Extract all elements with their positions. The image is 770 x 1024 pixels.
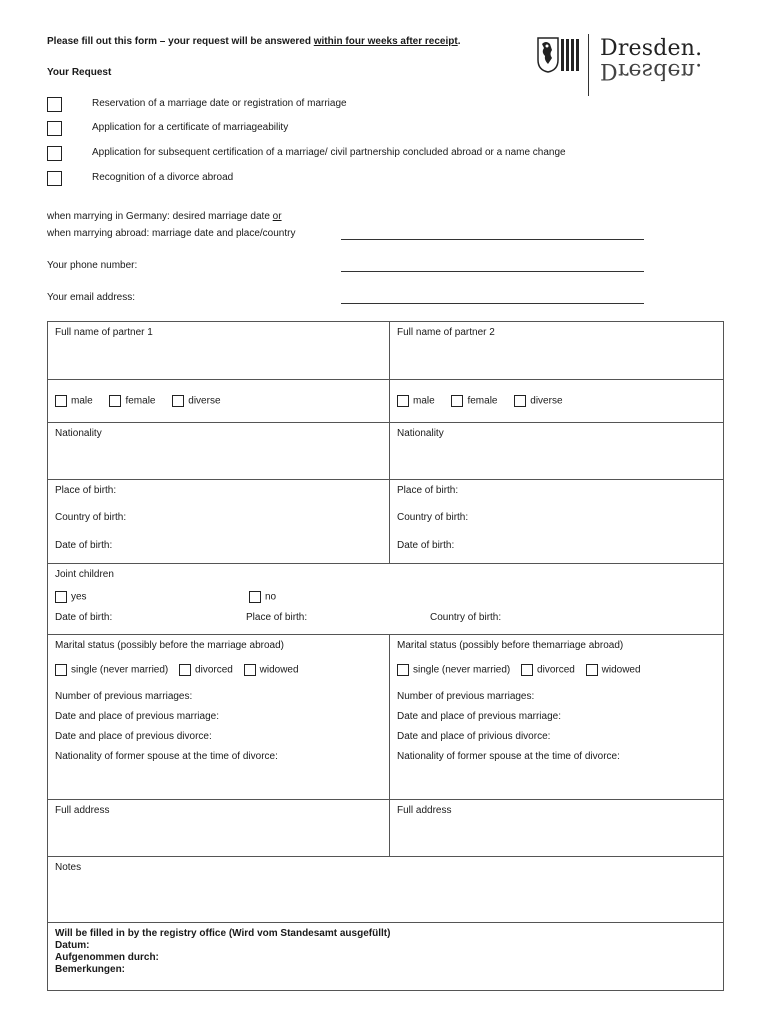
gender-diverse-label: diverse <box>188 395 221 407</box>
dresden-logo <box>536 34 703 96</box>
partner2-birth-cell[interactable] <box>390 480 724 564</box>
widowed-label: widowed <box>259 664 299 676</box>
intro-text-end: . <box>457 36 461 47</box>
logo-wordmark: Dresden. <box>600 36 703 61</box>
country-of-birth-label: Country of birth: <box>55 512 127 523</box>
joint-children-cell <box>48 564 724 635</box>
or-text: or <box>272 211 282 222</box>
children-no-checkbox[interactable] <box>249 591 261 603</box>
coat-of-arms-icon <box>536 36 584 74</box>
divorced-label: divorced <box>195 664 233 676</box>
registry-office-cell <box>48 923 724 991</box>
partner1-nationality-cell[interactable] <box>48 423 390 480</box>
request-checkbox-subsequent-certification[interactable] <box>47 146 62 161</box>
place-of-birth-label: Place of birth: <box>397 485 459 496</box>
prev-marriages-label: Number of previous marriages: <box>55 691 193 702</box>
request-checkbox-marriageability[interactable] <box>47 121 62 136</box>
nationality-label: Nationality <box>397 428 444 439</box>
children-no-label: no <box>265 591 277 603</box>
intro-text <box>47 36 460 47</box>
partner-details-table <box>47 321 724 991</box>
phone-label: Your phone number: <box>47 260 138 271</box>
divorced-label: divorced <box>537 664 575 676</box>
date-of-birth-label: Date of birth: <box>397 540 455 551</box>
children-yes-checkbox[interactable] <box>55 591 67 603</box>
marital-status-label: Marital status (possibly before the marriage abroad) <box>55 640 284 651</box>
email-field[interactable] <box>341 303 644 304</box>
marital-status-label: Marital status (possibly before themarriage abroad) <box>397 640 624 651</box>
prev-marriage-date-label: Date and place of previous marriage: <box>397 711 561 722</box>
country-of-birth-label: Country of birth: <box>397 512 469 523</box>
partner1-divorced-checkbox[interactable] <box>179 664 191 676</box>
intro-text-main: Please fill out this form – your request will be answered <box>47 36 314 47</box>
partner1-name-cell[interactable] <box>48 322 390 380</box>
children-cob-label: Country of birth: <box>430 612 502 623</box>
children-yes-label: yes <box>71 591 87 603</box>
nationality-label: Nationality <box>55 428 102 439</box>
partner2-divorced-checkbox[interactable] <box>521 664 533 676</box>
partner2-address-cell[interactable] <box>390 800 724 857</box>
children-pob-label: Place of birth: <box>246 612 308 623</box>
request-option-subsequent-certification <box>47 145 566 161</box>
prev-divorce-label: Date and place of privious divorce: <box>397 731 551 742</box>
email-label: Your email address: <box>47 292 136 303</box>
marriage-date-label-germany <box>47 211 282 222</box>
place-of-birth-label: Place of birth: <box>55 485 117 496</box>
gender-male-label: male <box>413 395 435 407</box>
bemerkungen-label: Bemerkungen: <box>55 964 126 975</box>
logo-wordmark-reflection: Dresden. <box>600 58 703 83</box>
prev-marriage-date-label: Date and place of previous marriage: <box>55 711 219 722</box>
request-heading: Your Request <box>47 67 112 78</box>
notes-label: Notes <box>55 862 82 873</box>
marriage-date-field[interactable] <box>341 239 644 240</box>
partner1-gender-cell <box>48 380 390 423</box>
partner1-single-checkbox[interactable] <box>55 664 67 676</box>
request-option-label: Application for a certificate of marriageability <box>92 122 289 133</box>
partner2-female-checkbox[interactable] <box>451 395 463 407</box>
widowed-label: widowed <box>601 664 641 676</box>
gender-male-label: male <box>71 395 93 407</box>
former-spouse-label: Nationality of former spouse at the time of divorce: <box>55 751 278 762</box>
single-label: single (never married) <box>413 664 511 676</box>
partner1-address-cell[interactable] <box>48 800 390 857</box>
partner2-single-checkbox[interactable] <box>397 664 409 676</box>
marriage-date-germany-text: when marrying in Germany: desired marriage date <box>47 211 273 222</box>
partner2-marital-cell <box>390 635 724 800</box>
request-option-marriageability <box>47 120 289 136</box>
request-option-label: Reservation of a marriage date or registration of marriage <box>92 98 347 109</box>
joint-children-label: Joint children <box>55 569 114 580</box>
partner2-name-cell[interactable] <box>390 322 724 380</box>
partner1-name-label: Full name of partner 1 <box>55 327 153 338</box>
request-option-reservation <box>47 96 347 112</box>
partner1-male-checkbox[interactable] <box>55 395 67 407</box>
single-label: single (never married) <box>71 664 169 676</box>
full-address-label: Full address <box>55 805 110 816</box>
prev-divorce-label: Date and place of previous divorce: <box>55 731 212 742</box>
aufgenommen-label: Aufgenommen durch: <box>55 952 159 963</box>
intro-text-deadline: within four weeks after receipt <box>313 36 458 47</box>
registry-office-heading: Will be filled in by the registry office (Wird vom Standesamt ausgefüllt) <box>55 928 391 939</box>
phone-field[interactable] <box>341 271 644 272</box>
gender-female-label: female <box>125 395 156 407</box>
gender-diverse-label: diverse <box>530 395 563 407</box>
partner1-diverse-checkbox[interactable] <box>172 395 184 407</box>
children-dob-label: Date of birth: <box>55 612 113 623</box>
partner1-birth-cell[interactable] <box>48 480 390 564</box>
notes-cell[interactable] <box>48 857 724 923</box>
partner2-gender-cell <box>390 380 724 423</box>
logo-divider <box>588 34 589 96</box>
partner2-male-checkbox[interactable] <box>397 395 409 407</box>
datum-label: Datum: <box>55 940 90 951</box>
full-address-label: Full address <box>397 805 452 816</box>
partner2-diverse-checkbox[interactable] <box>514 395 526 407</box>
partner2-nationality-cell[interactable] <box>390 423 724 480</box>
partner2-name-label: Full name of partner 2 <box>397 327 495 338</box>
request-checkbox-divorce-recognition[interactable] <box>47 171 62 186</box>
request-option-divorce-recognition <box>47 170 234 186</box>
gender-female-label: female <box>467 395 498 407</box>
date-of-birth-label: Date of birth: <box>55 540 113 551</box>
request-option-label: Recognition of a divorce abroad <box>92 172 234 183</box>
partner2-widowed-checkbox[interactable] <box>586 664 598 676</box>
request-option-label: Application for subsequent certification of a marriage/ civil partnership concluded abroad or a name change <box>92 147 566 158</box>
partner1-marital-cell <box>48 635 390 800</box>
marriage-date-label-abroad: when marrying abroad: marriage date and place/country <box>47 228 296 239</box>
former-spouse-label: Nationality of former spouse at the time of divorce: <box>397 751 620 762</box>
partner1-female-checkbox[interactable] <box>109 395 121 407</box>
partner1-widowed-checkbox[interactable] <box>244 664 256 676</box>
request-checkbox-reservation[interactable] <box>47 97 62 112</box>
prev-marriages-label: Number of previous marriages: <box>397 691 535 702</box>
